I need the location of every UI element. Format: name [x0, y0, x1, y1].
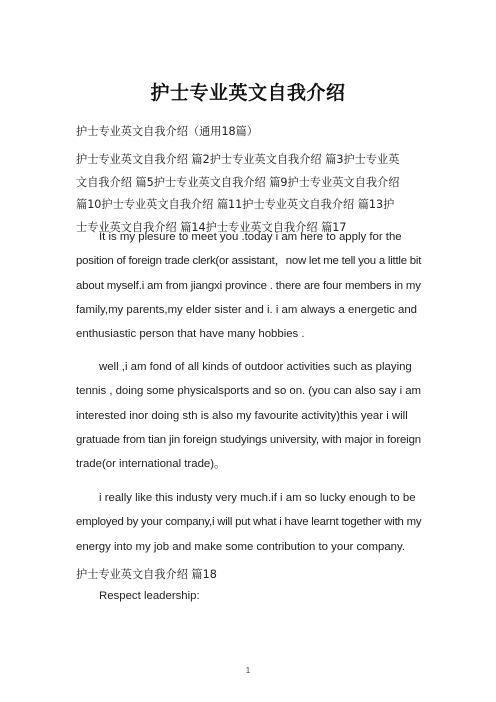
section-heading: 护士专业英文自我介绍 篇18 [76, 568, 217, 581]
paragraph-line: position of foreign trade clerk(or assistant，now let me tell you a little bit [76, 255, 422, 268]
paragraph-line: about myself.i am from jiangxi province . there are four members in my [76, 279, 421, 292]
paragraph-line: i really like this industy very much.if i am so lucky enough to be [99, 492, 416, 504]
paragraph-line: energy into my job and make some contribution to your company. [76, 540, 406, 553]
toc-line: 文自我介绍 篇5护士专业英文自我介绍 篇9护士专业英文自我介绍 [76, 175, 400, 189]
paragraph-line: interested inor doing sth is also my favourite activity)this year i will [76, 409, 408, 422]
toc-line: 士专业英文自我介绍 篇14护士专业英文自我介绍 篇17 [76, 220, 347, 234]
paragraph-line: employed by your company,i will put what i have learnt together with my [76, 516, 422, 529]
toc-line: 篇10护士专业英文自我介绍 篇11护士专业英文自我介绍 篇13护 [76, 198, 395, 211]
toc-line: 护士专业英文自我介绍 篇2护士专业英文自我介绍 篇3护士专业英 [76, 153, 400, 166]
paragraph-1 [76, 225, 421, 346]
document-subtitle: 护士专业英文自我介绍（通用18篇） [76, 125, 259, 138]
paragraph-line: trade(or international trade)。 [76, 458, 226, 471]
paragraph-line: gratuade from tian jin foreign studyings university, with major in foreign [76, 433, 421, 446]
paragraph-line: enthusiastic person that have many hobbies . [76, 328, 305, 341]
paragraph-3 [76, 486, 421, 559]
paragraph-line: well ,i am fond of all kinds of outdoor activities such as playing [99, 361, 412, 373]
paragraph-2 [76, 355, 421, 476]
page-number: 1 [245, 666, 251, 675]
paragraph-line: family,my parents,my elder sister and i. i am always a energetic and [76, 303, 418, 316]
document-title: 护士专业英文自我介绍 [150, 82, 346, 104]
paragraph-line: It is my plesure to meet you .today i am here to apply for the [99, 231, 402, 243]
section-first-line: Respect leadership: [99, 590, 200, 602]
paragraph-line: tennis , doing some physicalsports and so on. (you can also say i am [76, 385, 421, 398]
